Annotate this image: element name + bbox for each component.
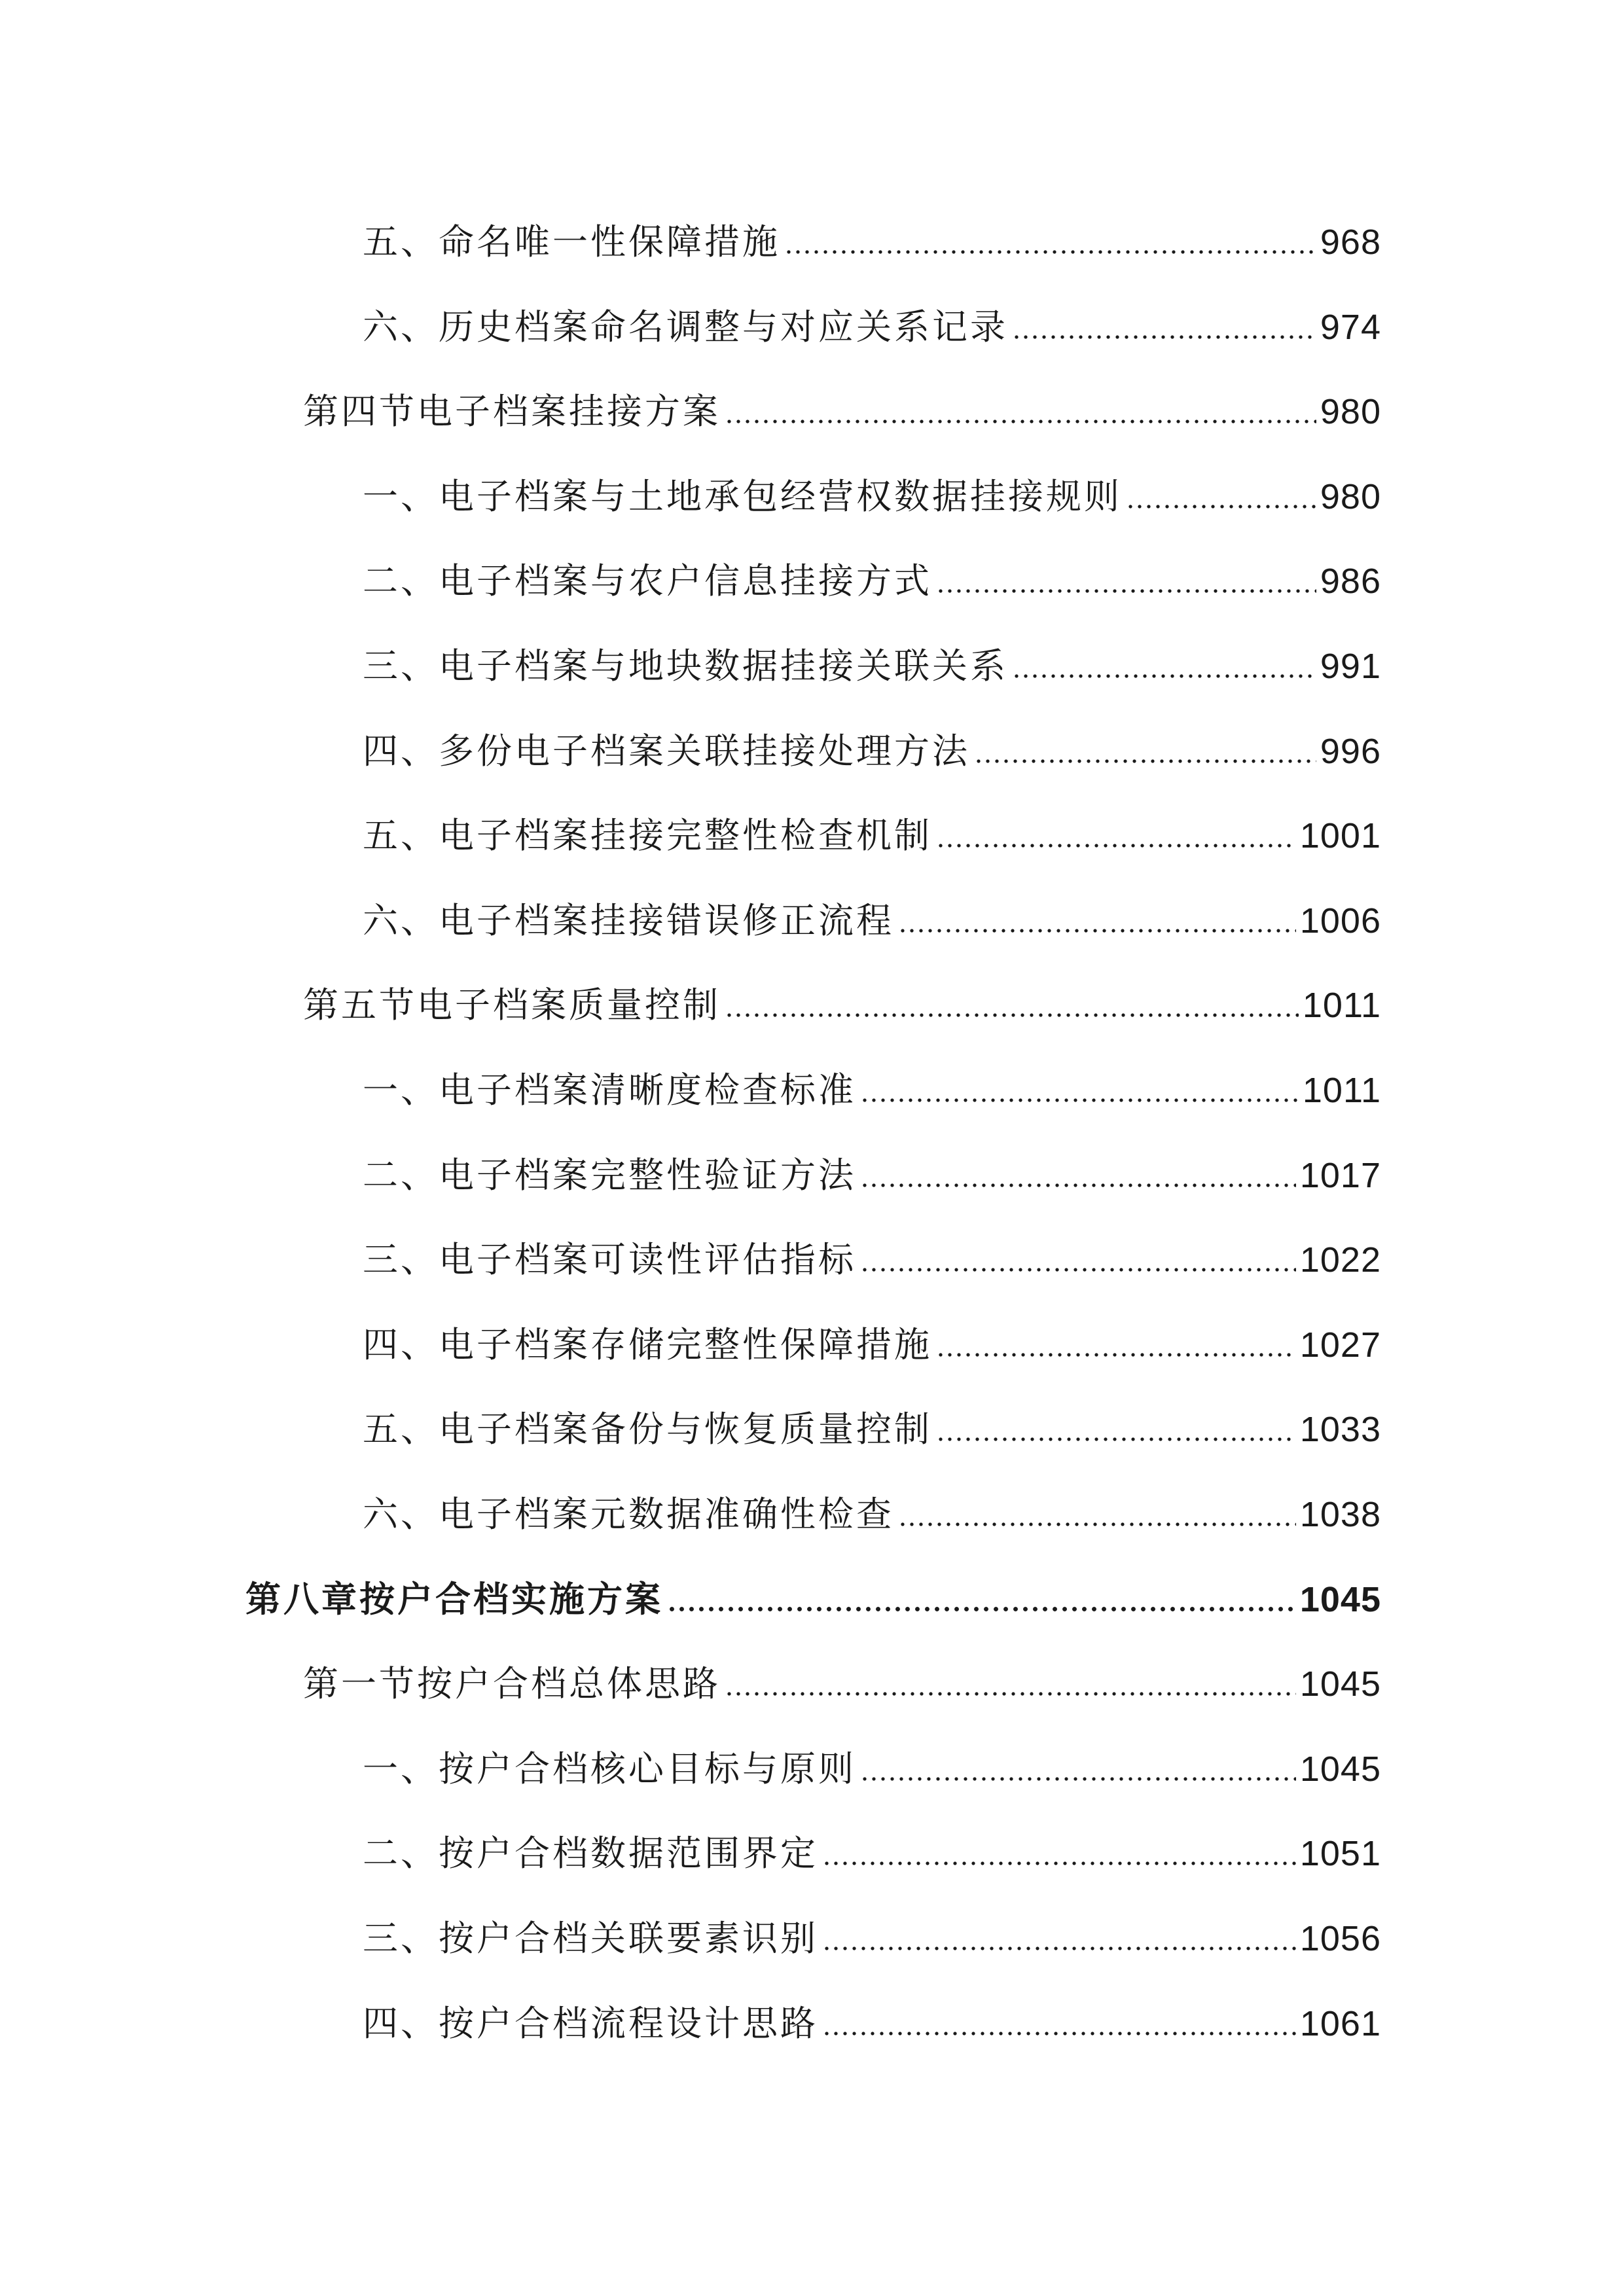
toc-entry-title: 第八章按户合档实施方案 [245, 1579, 663, 1620]
toc-entry-section[interactable] [303, 979, 1381, 1031]
toc-page-number: 1027 [1299, 1325, 1381, 1365]
toc-entry-title: 五、电子档案备份与恢复质量控制 [363, 1408, 932, 1450]
toc-page-number: 996 [1320, 732, 1381, 771]
toc-entry-item[interactable] [363, 1234, 1381, 1286]
toc-entry-item[interactable] [363, 471, 1381, 523]
toc-page-number: 1011 [1302, 986, 1381, 1025]
toc-page-number: 1061 [1299, 2004, 1381, 2043]
toc-entry-title: 三、电子档案可读性评估指标 [363, 1239, 856, 1280]
toc-dot-leader [784, 216, 1316, 268]
toc-entry-item[interactable] [363, 810, 1381, 862]
toc-page-number: 1011 [1302, 1071, 1381, 1110]
toc-dot-leader [725, 386, 1316, 438]
toc-entry-item[interactable] [363, 1149, 1381, 1202]
toc-page-number: 1033 [1299, 1410, 1381, 1449]
toc-page-number: 1006 [1299, 901, 1381, 941]
toc-entry-title: 三、电子档案与地块数据挂接关联关系 [363, 645, 1008, 687]
toc-entry-title: 六、历史档案命名调整与对应关系记录 [363, 306, 1008, 348]
toc-dot-leader [936, 555, 1316, 607]
toc-dot-leader [936, 1403, 1296, 1456]
toc-page-number: 980 [1320, 392, 1381, 431]
toc-dot-leader [936, 1319, 1296, 1371]
toc-dot-leader [898, 895, 1296, 947]
toc-page-number: 974 [1320, 308, 1381, 347]
toc-entry-title: 五、命名唯一性保障措施 [363, 221, 780, 262]
toc-entry-item[interactable] [363, 301, 1381, 353]
toc-page-number: 1051 [1299, 1834, 1381, 1873]
toc-dot-leader [860, 1234, 1296, 1286]
toc-entry-section[interactable] [303, 1658, 1381, 1710]
toc-entry-section[interactable] [303, 386, 1381, 438]
toc-dot-leader [822, 1998, 1296, 2050]
toc-dot-leader [1012, 301, 1316, 353]
toc-dot-leader [898, 1488, 1296, 1541]
toc-page-number: 1045 [1299, 1749, 1381, 1789]
toc-dot-leader [1126, 471, 1316, 523]
toc-page-number: 991 [1320, 647, 1381, 686]
toc-dot-leader [936, 810, 1296, 862]
toc-entry-chapter[interactable] [245, 1573, 1381, 1626]
toc-entry-title: 第一节按户合档总体思路 [303, 1663, 721, 1704]
toc-dot-leader [974, 725, 1316, 778]
toc-entry-item[interactable] [363, 216, 1381, 268]
toc-dot-leader [1012, 640, 1316, 692]
toc-entry-item[interactable] [363, 640, 1381, 692]
toc-entry-title: 六、电子档案挂接错误修正流程 [363, 900, 894, 941]
toc-entry-item[interactable] [363, 1912, 1381, 1965]
toc-entry-item[interactable] [363, 1319, 1381, 1371]
toc-entry-title: 五、电子档案挂接完整性检查机制 [363, 815, 932, 856]
toc-entry-title: 二、电子档案完整性验证方法 [363, 1155, 856, 1196]
toc-dot-leader [725, 979, 1299, 1031]
toc-entry-title: 二、按户合档数据范围界定 [363, 1833, 818, 1874]
toc-entry-title: 二、电子档案与农户信息挂接方式 [363, 560, 932, 601]
toc-entry-title: 一、电子档案与土地承包经营权数据挂接规则 [363, 476, 1122, 517]
toc-page-number: 1045 [1299, 1580, 1381, 1619]
toc-entry-item[interactable] [363, 555, 1381, 607]
toc-page-number: 1045 [1299, 1664, 1381, 1704]
toc-entry-title: 第四节电子档案挂接方案 [303, 391, 721, 432]
toc-page-number: 986 [1320, 562, 1381, 601]
toc-page-number: 1038 [1299, 1495, 1381, 1534]
toc-dot-leader [822, 1912, 1296, 1965]
toc-page-number: 968 [1320, 223, 1381, 262]
toc-page-number: 1022 [1299, 1240, 1381, 1280]
toc-entry-title: 四、按户合档流程设计思路 [363, 2003, 818, 2044]
toc-dot-leader [860, 1743, 1296, 1795]
toc-entry-item[interactable] [363, 725, 1381, 778]
toc-entry-item[interactable] [363, 1488, 1381, 1541]
toc-dot-leader [667, 1573, 1296, 1626]
toc-dot-leader [860, 1149, 1296, 1202]
toc-entry-item[interactable] [363, 1403, 1381, 1456]
toc-entry-item[interactable] [363, 1827, 1381, 1880]
toc-entry-title: 一、按户合档核心目标与原则 [363, 1748, 856, 1789]
toc-entry-title: 四、电子档案存储完整性保障措施 [363, 1324, 932, 1365]
toc-page-number: 980 [1320, 477, 1381, 516]
toc-entry-title: 四、多份电子档案关联挂接处理方法 [363, 730, 970, 772]
toc-entry-title: 六、电子档案元数据准确性检查 [363, 1494, 894, 1535]
toc-entry-item[interactable] [363, 1064, 1381, 1117]
toc-page-number: 1056 [1299, 1919, 1381, 1958]
toc-entry-title: 一、电子档案清晰度检查标准 [363, 1069, 856, 1111]
toc-page-number: 1017 [1299, 1156, 1381, 1195]
toc-dot-leader [725, 1658, 1296, 1710]
toc-entry-title: 第五节电子档案质量控制 [303, 984, 721, 1026]
toc-dot-leader [822, 1827, 1296, 1880]
toc-entry-item[interactable] [363, 1998, 1381, 2050]
toc-entry-item[interactable] [363, 895, 1381, 947]
toc-dot-leader [860, 1064, 1299, 1117]
toc-entry-title: 三、按户合档关联要素识别 [363, 1918, 818, 1959]
toc-entry-item[interactable] [363, 1743, 1381, 1795]
toc-page-number: 1001 [1299, 816, 1381, 855]
